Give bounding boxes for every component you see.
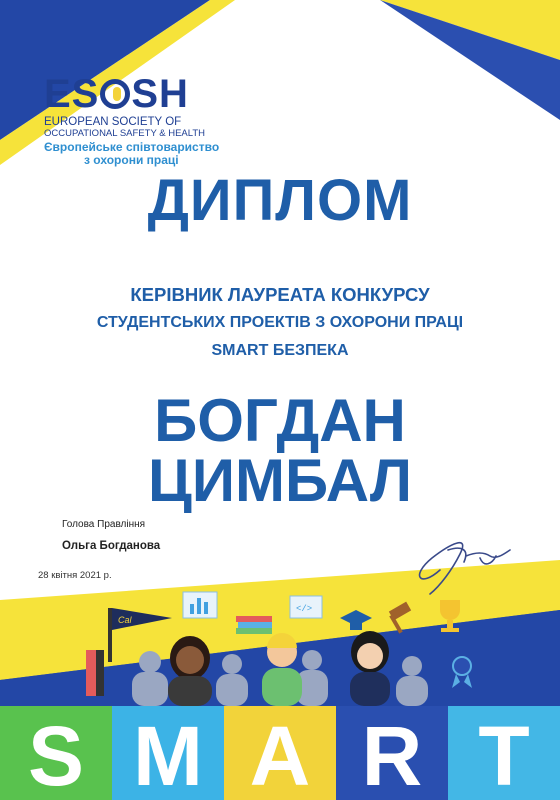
logo-org-en-line2: OCCUPATIONAL SAFETY & HEALTH [44,128,206,139]
illustration-people-icons [0,580,560,706]
recipient-first-name: БОГДАН [154,387,406,454]
medal-badge-icon [452,657,472,688]
code-card-icon [290,596,322,618]
ruler-icon [86,650,104,696]
trophy-icon [440,600,460,632]
smart-banner [0,706,560,800]
esosh-logo [44,74,224,167]
graduation-cap-icon [340,610,372,630]
signatory-name: Ольга Богданова [62,540,161,552]
banner-letter-a: A [224,706,336,800]
person-center [262,633,302,706]
signature-date: 28 квітня 2021 р. [38,570,112,581]
banner-letter-r: R [336,706,448,800]
logo-org-en-line1: EUROPEAN SOCIETY OF [44,116,182,128]
subtitle-line1: КЕРІВНИК ЛАУРЕАТА КОНКУРСУ [130,284,430,305]
pennant-icon [108,608,172,662]
logo-circle-icon [100,79,130,109]
person-right [350,631,390,706]
svg-text:Cal: Cal [118,615,132,625]
chart-card-icon [183,592,217,618]
svg-text:</>: </> [296,604,313,614]
books-icon [236,616,272,634]
diploma-title: ДИПЛОМ [147,168,413,233]
logo-org-ua-line2: з охорони праці [84,153,179,167]
logo-org-ua-line1: Європейське співтовариство [44,140,220,154]
recipient-last-name: ЦИМБАЛ [148,447,412,514]
person-left [168,636,212,706]
subtitle-line2: СТУДЕНТСЬКИХ ПРОЕКТІВ З ОХОРОНИ ПРАЦІ [96,314,464,331]
gavel-icon [389,602,411,634]
banner-letter-s: S [0,706,112,800]
banner-letter-t: T [448,706,560,800]
logo-mark: ES SH [44,72,189,116]
signatory-role: Голова Правління [62,519,146,530]
subtitle-line3: SMART БЕЗПЕКА [211,342,349,359]
banner-letter-m: M [112,706,224,800]
